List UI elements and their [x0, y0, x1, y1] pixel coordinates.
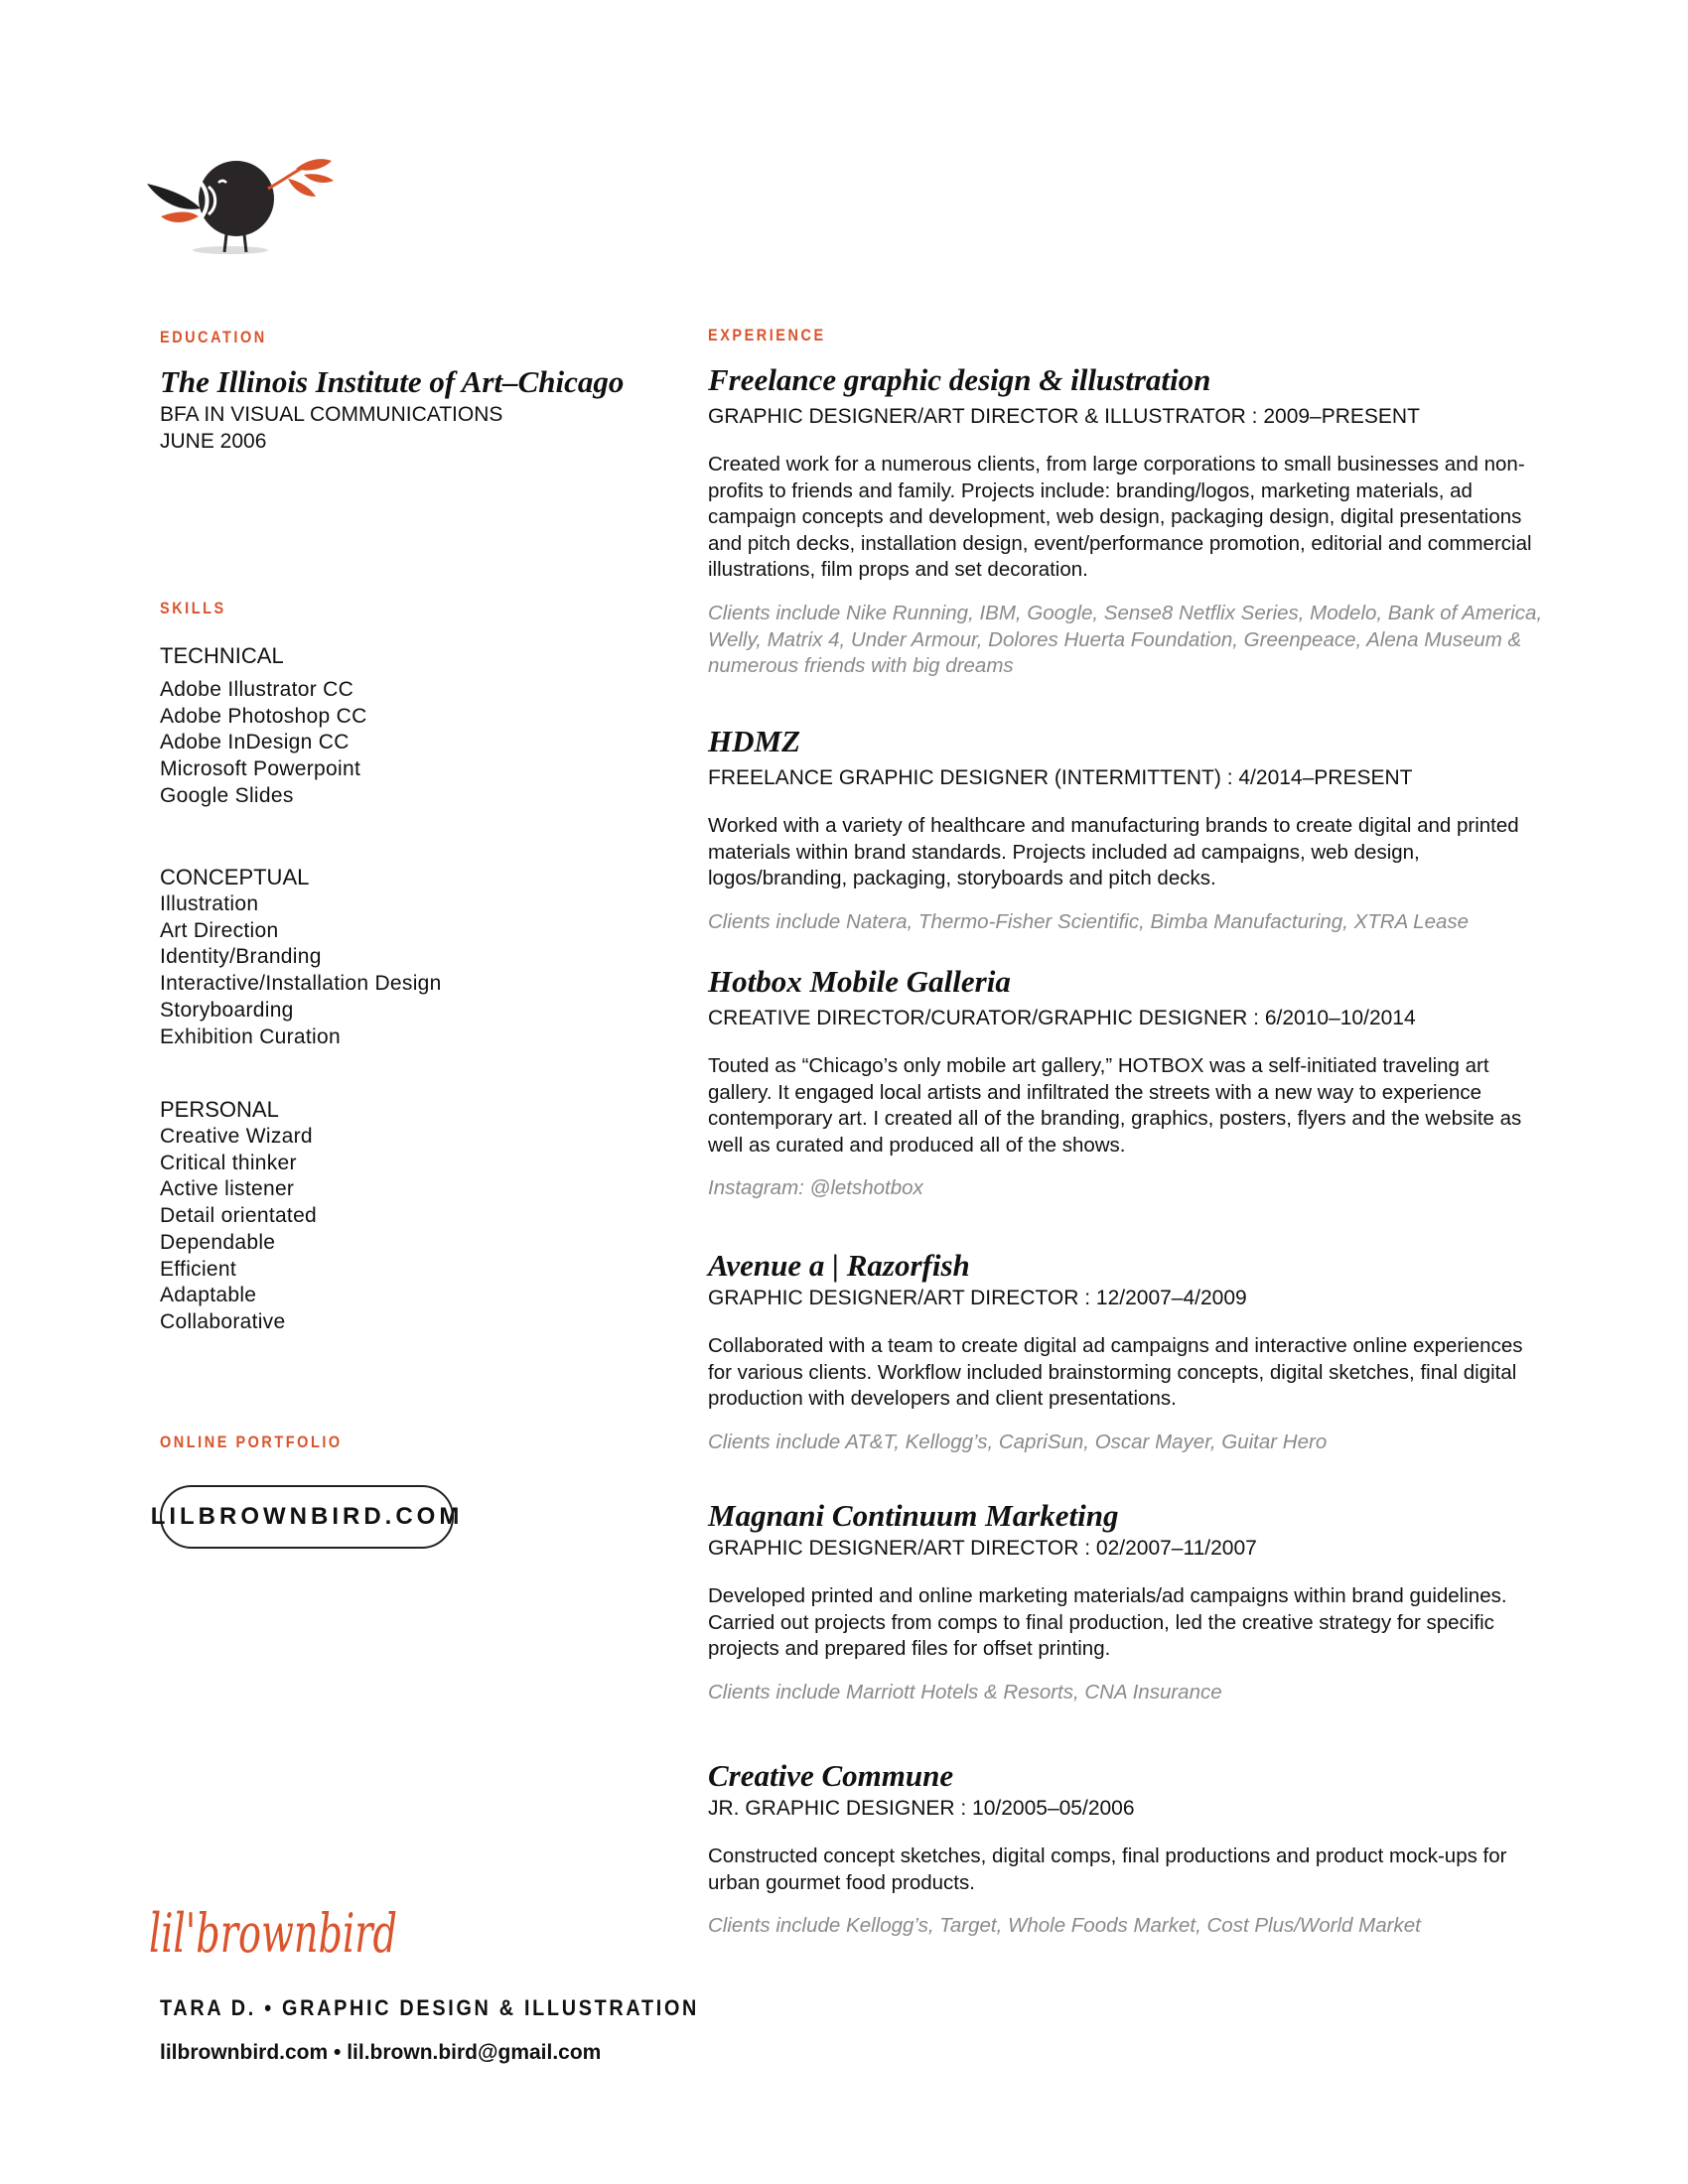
job-description: Developed printed and online marketing materials/ad campaigns within brand guidelines. Carried out projects from comps to final production, led the creative strategy for specific projects and prepared files for offset printing. [708, 1584, 1507, 1661]
skill-item: Microsoft Powerpoint [160, 757, 361, 781]
skill-item: Active listener [160, 1177, 295, 1201]
skill-item: Storyboarding [160, 998, 294, 1022]
skill-item: Adaptable [160, 1284, 257, 1307]
portfolio-heading: ONLINE PORTFOLIO [160, 1433, 343, 1451]
job-role: FREELANCE GRAPHIC DESIGNER (INTERMITTENT) : 4/2014–PRESENT [708, 766, 1413, 789]
education-heading: EDUCATION [160, 328, 267, 346]
skill-item: Identity/Branding [160, 945, 322, 969]
skill-item: Critical thinker [160, 1151, 297, 1174]
bird-logo-icon [139, 139, 338, 258]
school-name: The Illinois Institute of Art–Chicago [160, 364, 625, 399]
job-company: Hotbox Mobile Galleria [708, 964, 1011, 999]
job-description: Worked with a variety of healthcare and manufacturing brands to create digital and printed materials within brand standards. Projects included ad campaigns, web design, logos/branding, packaging, storyboards and pitch decks. [708, 814, 1519, 890]
job-clients: Clients include Natera, Thermo-Fisher Scientific, Bimba Manufacturing, XTRA Lease [708, 909, 1470, 933]
job-description: Collaborated with a team to create digital ad campaigns and interactive online experiences for various clients. Workflow included brainstorming concepts, digital sketches, final digital production with developers and client presentations. [708, 1334, 1523, 1411]
skill-item: Adobe Illustrator CC [160, 678, 354, 701]
skills-conceptual [160, 864, 676, 1050]
education-block [160, 363, 676, 455]
skill-item: Adobe Photoshop CC [160, 704, 367, 728]
job-entry [708, 1247, 1552, 1455]
job-description: Created work for a numerous clients, from large corporations to small businesses and non-profits to friends and family. Projects include: branding/logos, marketing materials, ad campaign concepts and development, web design, packaging design, digital presentations and pitch decks, installation design, event/performance promotion, editorial and commercial illustrations, film props and set decoration. [708, 453, 1532, 582]
job-entry [708, 963, 1552, 1202]
job-company: Freelance graphic design & illustration [708, 362, 1211, 397]
name-title-line: TARA D. • GRAPHIC DESIGN & ILLUSTRATION [160, 1995, 700, 2020]
job-role: GRAPHIC DESIGNER/ART DIRECTOR : 12/2007–4/2009 [708, 1287, 1247, 1309]
skill-item: Detail orientated [160, 1204, 318, 1228]
experience-heading: EXPERIENCE [708, 326, 826, 344]
signature-text: lil'brownbird [149, 1902, 397, 1965]
job-role: JR. GRAPHIC DESIGNER : 10/2005–05/2006 [708, 1797, 1135, 1820]
graduation-date: JUNE 2006 [160, 430, 267, 453]
skill-item: Interactive/Installation Design [160, 972, 442, 996]
skill-item: Dependable [160, 1230, 276, 1254]
job-clients: Clients include Kellogg’s, Target, Whole Foods Market, Cost Plus/World Market [708, 1914, 1421, 1938]
job-clients: Clients include AT&T, Kellogg’s, CapriSun, Oscar Mayer, Guitar Hero [708, 1430, 1328, 1453]
job-entry [708, 1757, 1552, 1940]
job-description: Constructed concept sketches, digital comps, final productions and product mock-ups for urban gourmet food products. [708, 1844, 1507, 1894]
skill-item: Google Slides [160, 783, 294, 807]
job-company: Creative Commune [708, 1758, 954, 1793]
skill-item: Creative Wizard [160, 1125, 313, 1148]
skill-item: Illustration [160, 892, 259, 915]
skills-group-title: PERSONAL [160, 1097, 279, 1122]
job-role: GRAPHIC DESIGNER/ART DIRECTOR & ILLUSTRATOR : 2009–PRESENT [708, 405, 1420, 428]
skill-item: Collaborative [160, 1309, 286, 1333]
degree: BFA IN VISUAL COMMUNICATIONS [160, 403, 503, 426]
portfolio-link-button[interactable]: LILBROWNBIRD.COM [160, 1485, 454, 1549]
job-role: GRAPHIC DESIGNER/ART DIRECTOR : 02/2007–11/2007 [708, 1537, 1257, 1560]
skills-heading: SKILLS [160, 599, 226, 617]
skill-item: Adobe InDesign CC [160, 731, 350, 754]
skill-item: Art Direction [160, 918, 279, 942]
signature-logo [145, 1884, 403, 1979]
skills-technical [160, 642, 676, 810]
job-entry [708, 723, 1552, 935]
skills-personal [160, 1096, 676, 1336]
job-company: HDMZ [708, 724, 800, 758]
skills-group-title: TECHNICAL [160, 643, 284, 668]
job-clients: Clients include Nike Running, IBM, Google, Sense8 Netflix Series, Modelo, Bank of America, Welly, Matrix 4, Under Armour, Dolores Huerta Foundation, Greenpeace, Alena Museum & numerous friends with big dreams [708, 601, 1543, 678]
skill-item: Efficient [160, 1257, 237, 1281]
job-company: Avenue a | Razorfish [708, 1248, 970, 1283]
job-role: CREATIVE DIRECTOR/CURATOR/GRAPHIC DESIGNER : 6/2010–10/2014 [708, 1007, 1416, 1029]
job-entry [708, 361, 1552, 680]
contact-line: lilbrownbird.com • lil.brown.bird@gmail.com [160, 2041, 602, 2064]
job-description: Touted as “Chicago’s only mobile art gallery,” HOTBOX was a self-initiated traveling art gallery. It engaged local artists and infiltrated the streets with a new way to experience contemporary art. I created all of the branding, graphics, posters, flyers and the website as well as curated and produced all of the shows. [708, 1054, 1522, 1157]
job-clients: Clients include Marriott Hotels & Resorts, CNA Insurance [708, 1680, 1222, 1704]
skill-item: Exhibition Curation [160, 1024, 341, 1048]
job-clients: Instagram: @letshotbox [708, 1176, 923, 1200]
job-entry [708, 1497, 1552, 1706]
job-company: Magnani Continuum Marketing [708, 1498, 1119, 1533]
skills-group-title: CONCEPTUAL [160, 865, 310, 889]
